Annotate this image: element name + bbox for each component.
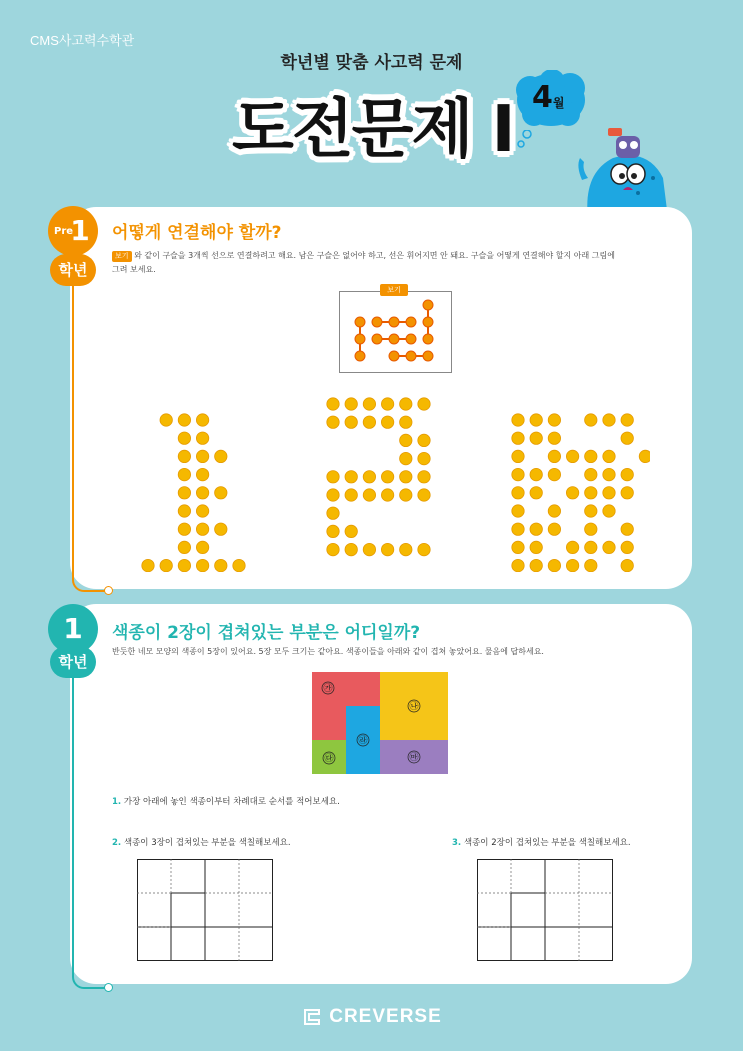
- divider-line: [72, 280, 74, 580]
- bead[interactable]: [345, 471, 357, 483]
- thought-bubble-icon: [516, 130, 532, 150]
- paper-label: ㉯: [409, 702, 419, 712]
- bead[interactable]: [621, 432, 633, 444]
- bead[interactable]: [566, 559, 578, 571]
- bead[interactable]: [345, 525, 357, 537]
- bead[interactable]: [418, 398, 430, 410]
- bead[interactable]: [196, 523, 208, 535]
- grade-badge-label: 학년: [50, 646, 96, 678]
- page-subtitle: 학년별 맞춤 사고력 문제: [280, 53, 463, 73]
- problem-title: 어떻게 연결해야 할까?: [112, 223, 282, 243]
- bead[interactable]: [603, 468, 615, 480]
- bead[interactable]: [363, 398, 375, 410]
- bead-grid-2: [325, 396, 445, 572]
- bead[interactable]: [345, 416, 357, 428]
- bead[interactable]: [530, 468, 542, 480]
- paper-label: ㉲: [409, 753, 419, 763]
- bead[interactable]: [381, 489, 393, 501]
- bead[interactable]: [400, 452, 412, 464]
- grade-badge-label: 학년: [50, 254, 96, 286]
- bead[interactable]: [381, 416, 393, 428]
- bead[interactable]: [178, 523, 190, 535]
- bead[interactable]: [196, 450, 208, 462]
- bead[interactable]: [548, 505, 560, 517]
- bead[interactable]: [418, 471, 430, 483]
- bead[interactable]: [196, 487, 208, 499]
- bead[interactable]: [178, 559, 190, 571]
- bead[interactable]: [548, 468, 560, 480]
- problem-title: 색종이 2장이 겹쳐있는 부분은 어디일까?: [112, 623, 421, 643]
- bead[interactable]: [566, 541, 578, 553]
- bead[interactable]: [178, 432, 190, 444]
- footer-brand: CREVERSE: [0, 1006, 743, 1028]
- bead[interactable]: [603, 541, 615, 553]
- bead[interactable]: [530, 432, 542, 444]
- bead[interactable]: [548, 432, 560, 444]
- bead[interactable]: [530, 523, 542, 535]
- bead[interactable]: [327, 471, 339, 483]
- bead[interactable]: [621, 541, 633, 553]
- bead[interactable]: [363, 471, 375, 483]
- bead[interactable]: [327, 398, 339, 410]
- bead[interactable]: [585, 523, 597, 535]
- bead[interactable]: [178, 414, 190, 426]
- bead[interactable]: [178, 541, 190, 553]
- divider-line: [72, 975, 108, 989]
- bead[interactable]: [603, 414, 615, 426]
- bead[interactable]: [585, 487, 597, 499]
- bead[interactable]: [585, 450, 597, 462]
- bead[interactable]: [621, 487, 633, 499]
- bead[interactable]: [621, 468, 633, 480]
- answer-grid-2[interactable]: [137, 859, 273, 961]
- bead[interactable]: [418, 543, 430, 555]
- bead[interactable]: [512, 541, 524, 553]
- bead[interactable]: [196, 432, 208, 444]
- divider-line: [72, 678, 74, 976]
- paper-label: ㉱: [358, 736, 368, 746]
- brand-label: CMS사고력수학관: [30, 33, 135, 48]
- paper-label: ㉮: [323, 684, 333, 694]
- bead[interactable]: [215, 487, 227, 499]
- bead[interactable]: [196, 468, 208, 480]
- creverse-logo-icon: [301, 1006, 323, 1028]
- sub-question-2: 2. 색종이 3장이 겹쳐있는 부분을 색칠해보세요.: [112, 838, 291, 848]
- bead[interactable]: [512, 450, 524, 462]
- bead[interactable]: [178, 468, 190, 480]
- example-tag: 보기: [112, 251, 132, 262]
- page-title: 도전문제 I: [232, 93, 514, 167]
- bead[interactable]: [530, 487, 542, 499]
- bead[interactable]: [639, 450, 650, 462]
- bead[interactable]: [566, 450, 578, 462]
- grade-badge-number: 1: [48, 604, 98, 654]
- bead[interactable]: [585, 541, 597, 553]
- bead[interactable]: [548, 414, 560, 426]
- bead[interactable]: [215, 523, 227, 535]
- bead[interactable]: [160, 414, 172, 426]
- bead[interactable]: [512, 523, 524, 535]
- bead[interactable]: [363, 416, 375, 428]
- bead[interactable]: [512, 414, 524, 426]
- bead[interactable]: [400, 471, 412, 483]
- bead[interactable]: [215, 450, 227, 462]
- bead[interactable]: [530, 414, 542, 426]
- example-label: 보기: [380, 284, 408, 296]
- bead[interactable]: [621, 523, 633, 535]
- bead[interactable]: [345, 398, 357, 410]
- bead[interactable]: [585, 505, 597, 517]
- bead[interactable]: [400, 398, 412, 410]
- bead[interactable]: [215, 559, 227, 571]
- bead[interactable]: [418, 434, 430, 446]
- bead[interactable]: [178, 450, 190, 462]
- bead[interactable]: [603, 487, 615, 499]
- bead[interactable]: [196, 505, 208, 517]
- bead-grid-3: [510, 412, 650, 572]
- bead[interactable]: [400, 489, 412, 501]
- problem-description: 보기 와 같이 구슬을 3개씩 선으로 연결하려고 해요. 남은 구슬은 없어야 하고, 선은 휘어지면 안 돼요. 구슬을 어떻게 연결해야 할지 아래 그림에 그려 보세요.: [112, 251, 615, 274]
- answer-grid-3[interactable]: [477, 859, 613, 961]
- bead[interactable]: [178, 505, 190, 517]
- bead[interactable]: [621, 559, 633, 571]
- bead[interactable]: [178, 487, 190, 499]
- bead[interactable]: [196, 559, 208, 571]
- bead[interactable]: [363, 489, 375, 501]
- bead[interactable]: [363, 543, 375, 555]
- grade-badge-number: Pre 1: [48, 206, 98, 256]
- month-badge: 4월: [532, 80, 565, 115]
- bead[interactable]: [512, 487, 524, 499]
- bead[interactable]: [327, 525, 339, 537]
- sub-question-3: 3. 색종이 2장이 겹쳐있는 부분을 색칠해보세요.: [452, 838, 631, 848]
- bead[interactable]: [512, 432, 524, 444]
- bead[interactable]: [566, 487, 578, 499]
- bead[interactable]: [400, 434, 412, 446]
- bead[interactable]: [381, 398, 393, 410]
- bead[interactable]: [381, 471, 393, 483]
- bead[interactable]: [512, 468, 524, 480]
- bead[interactable]: [585, 468, 597, 480]
- bead[interactable]: [621, 414, 633, 426]
- bead[interactable]: [603, 505, 615, 517]
- bead[interactable]: [196, 541, 208, 553]
- divider-line: [72, 578, 108, 592]
- problem-description: 반듯한 네모 모양의 색종이 5장이 있어요. 5장 모두 크기는 같아요. 색종이들을 아래와 같이 겹쳐 놓았어요. 물음에 답하세요.: [112, 647, 544, 656]
- bead[interactable]: [327, 507, 339, 519]
- bead[interactable]: [381, 543, 393, 555]
- bead[interactable]: [530, 541, 542, 553]
- example-beads: [340, 292, 451, 372]
- bead[interactable]: [512, 559, 524, 571]
- bead[interactable]: [196, 414, 208, 426]
- bead[interactable]: [585, 559, 597, 571]
- bead[interactable]: [530, 559, 542, 571]
- divider-dot: [104, 983, 113, 992]
- bead[interactable]: [345, 543, 357, 555]
- bead[interactable]: [233, 559, 245, 571]
- bead[interactable]: [548, 559, 560, 571]
- paper-label: ㉰: [324, 754, 334, 764]
- bead[interactable]: [418, 452, 430, 464]
- sub-question-1: 1. 가장 아래에 놓인 색종이부터 차례대로 순서를 적어보세요.: [112, 797, 340, 807]
- example-box: [339, 291, 452, 373]
- bead[interactable]: [585, 414, 597, 426]
- bead[interactable]: [327, 489, 339, 501]
- bead[interactable]: [327, 416, 339, 428]
- bead[interactable]: [548, 450, 560, 462]
- mascot-illustration: [568, 118, 678, 218]
- bead[interactable]: [327, 543, 339, 555]
- divider-dot: [104, 586, 113, 595]
- bead[interactable]: [160, 559, 172, 571]
- overlapped-papers: [312, 672, 448, 774]
- bead[interactable]: [345, 489, 357, 501]
- bead-grid-1: [140, 412, 260, 572]
- bead[interactable]: [400, 416, 412, 428]
- bead[interactable]: [548, 523, 560, 535]
- bead[interactable]: [142, 559, 154, 571]
- bead[interactable]: [512, 505, 524, 517]
- bead[interactable]: [603, 450, 615, 462]
- bead[interactable]: [400, 543, 412, 555]
- bead[interactable]: [418, 489, 430, 501]
